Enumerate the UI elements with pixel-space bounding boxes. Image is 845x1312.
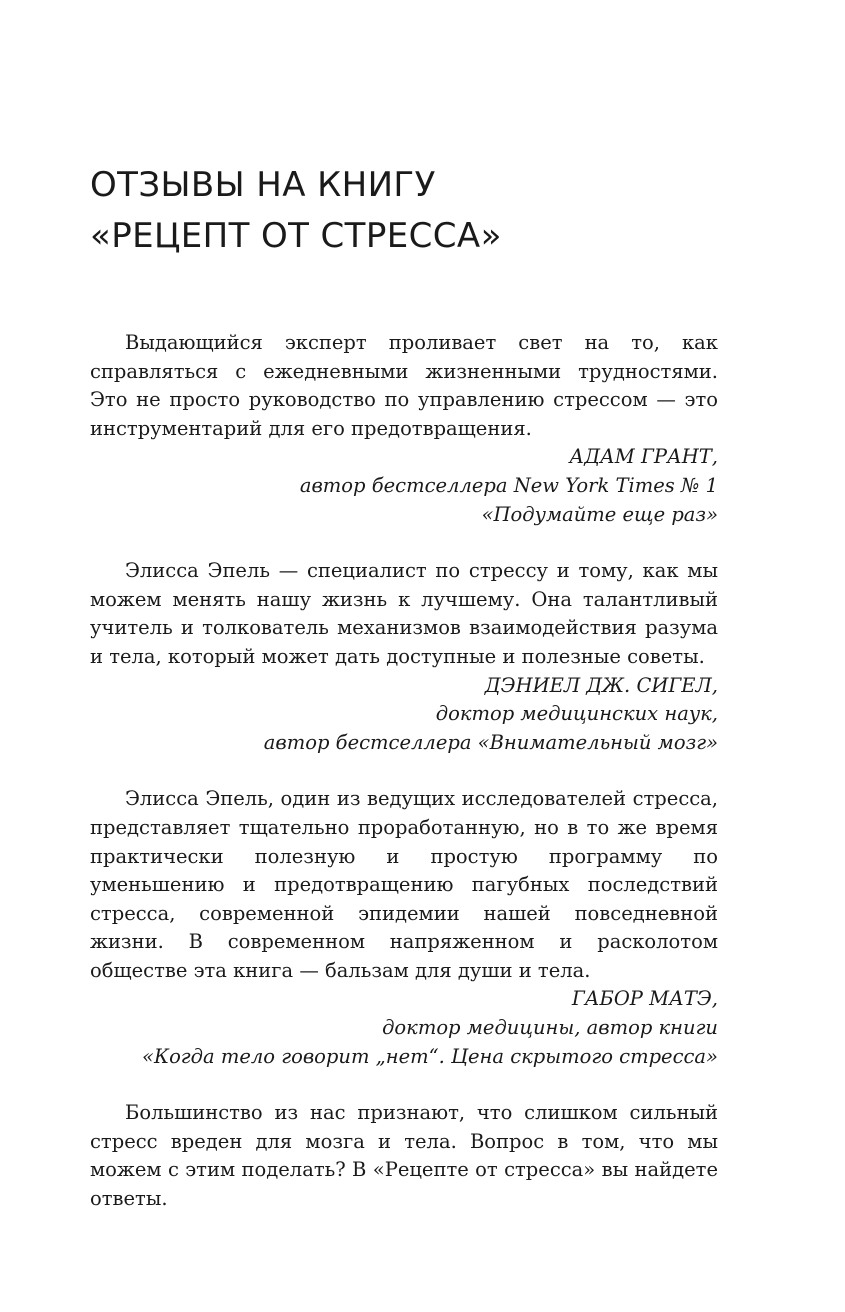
review-attribution-1 bbox=[90, 443, 718, 529]
review-text-2: Элисса Эпель — специалист по стрессу и тому, как мы можем менять нашу жизнь к лучшему. Она талантливый учитель и толкователь механизмов взаимодействия разума и тела, который может дать доступные и полезные советы. bbox=[90, 559, 718, 668]
review-author-3: ГАБОР МАТЭ, bbox=[571, 987, 718, 1011]
review-credit-2a: доктор медицинских наук, bbox=[435, 702, 718, 726]
review-attribution-3 bbox=[90, 985, 718, 1071]
review-author-1: АДАМ ГРАНТ, bbox=[569, 445, 718, 469]
review-text-4: Большинство из нас признают, что слишком сильный стресс вреден для мозга и тела. Вопрос в том, что мы можем с этим поделать? В «Рецепте от стресса» вы найдете ответы. bbox=[90, 1101, 718, 1211]
review-author-2: ДЭНИЕЛ ДЖ. СИГЕЛ, bbox=[484, 673, 718, 697]
review-credit-3a: доктор медицины, автор книги bbox=[382, 1016, 718, 1040]
review-text-3: Элисса Эпель, один из ведущих исследователей стресса, представляет тщательно проработанную, но в то же время практически полезную и простую программу по уменьшению и предотвращению пагубных последствий стресса, современной эпидемии нашей повседневной жизни. В современном напряженном и расколотом обществе эта книга — бальзам для души и тела. bbox=[90, 787, 718, 982]
review-credit-2b: автор бестселлера «Внимательный мозг» bbox=[263, 730, 718, 754]
title-line-1: ОТЗЫВЫ НА КНИГУ bbox=[90, 165, 436, 205]
review-credit-1b: «Подумайте еще раз» bbox=[481, 502, 718, 526]
reviews-body bbox=[90, 329, 718, 1214]
review-text-1: Выдающийся эксперт проливает свет на то, как справляться с ежедневными жизненными трудностями. Это не просто руководство по управлению стрессом — это инструментарий для его предотвращения. bbox=[90, 331, 718, 440]
review-credit-3b: «Когда тело говорит „нет“. Цена скрытого стресса» bbox=[142, 1044, 718, 1068]
title-line-2: «РЕЦЕПТ ОТ СТРЕССА» bbox=[90, 216, 502, 256]
review-attribution-2 bbox=[90, 672, 718, 758]
page-title bbox=[90, 160, 750, 262]
review-credit-1a: автор бестселлера New York Times № 1 bbox=[299, 473, 718, 497]
